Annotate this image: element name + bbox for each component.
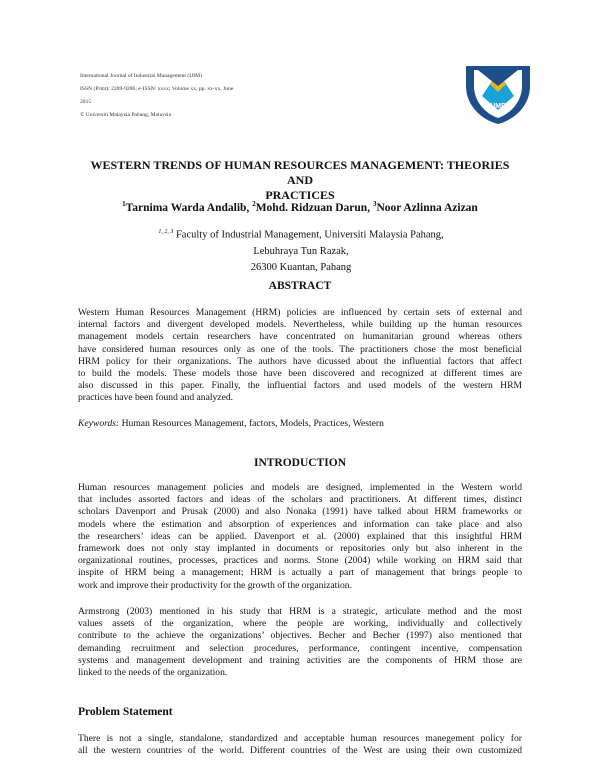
intro-line: Human resources management policies and models are designed, implemented in the Western world — [78, 482, 522, 493]
intro-line: demanding recruitment and selection procedures, performance, contingent incentive, compensation — [78, 642, 522, 654]
problem-statement-heading: Problem Statement — [78, 706, 173, 718]
abstract-line: HRM policy for their organizations. The authors have dicussed about the influential factors that affect — [78, 355, 522, 367]
abstract-line: management models certain researchers have concentrated on humanitarian ground whereas others — [78, 331, 522, 343]
affiliation-sup: 1, 2, 3 — [158, 229, 174, 235]
abstract-line: practices have been found and analyzed. — [78, 392, 234, 404]
abstract-heading: ABSTRACT — [268, 280, 332, 292]
logo-text: UMP — [490, 103, 506, 110]
introduction-paragraph-1 — [78, 482, 522, 592]
author-2-name: Mohd. Ridzuan Darun, — [255, 201, 373, 214]
intro-line: work and improve their productivity for the growth of the organization. — [78, 579, 352, 591]
author-3-name: Noor Azlinna Azizan — [376, 201, 478, 214]
intro-line: models where the estimation and absorption of experiences and information can take place and also — [78, 518, 522, 530]
intro-line: systems and management development and training activities are the components of HRM those are — [78, 654, 522, 666]
paper-title — [90, 158, 510, 203]
author-2-sup: 2 — [252, 200, 256, 208]
keywords-text: Human Resources Management, factors, Models, Practices, Western — [119, 418, 384, 429]
intro-line: contribute to the achieve the organizations’ objectives. Becher and Becher (1997) also mentioned that — [78, 630, 522, 642]
affiliation-line-2: 26300 Kuantan, Pahang — [250, 261, 352, 273]
abstract-line: have considered human resources only as one of the tools. The practitioners chose the most beneficial — [78, 343, 522, 355]
intro-line: inspite of HRM being a management; HRM is actually a part of management that brings people to — [78, 567, 522, 579]
abstract-line: also discussed in this paper. Finally, the influential factors and used models of the western HRM — [78, 380, 522, 392]
affiliation — [150, 224, 452, 276]
intro-line: scholars Davenport and Prusak (2000) and also Nonaka (1991) have talked about HRM frameworks or — [78, 506, 522, 518]
intro-line: Armstrong (2003) mentioned in his study that HRM is a strategic, articulate method and the most — [78, 606, 522, 617]
abstract-line: Western Human Resources Management (HRM) policies are influenced by certain sets of external and — [78, 307, 522, 318]
intro-line: that includes assorted factors and ideas of the scholars and practitioners. At different times, distinct — [78, 494, 522, 506]
copyright-line: © Universiti Malaysia Pahang, Malaysia — [80, 112, 172, 118]
introduction-heading: INTRODUCTION — [253, 457, 346, 469]
journal-header — [80, 70, 233, 122]
intro-line: the researchers’ ideas can be applied. Davenport et al. (2000) explained that this insightful HRM — [78, 530, 522, 542]
problem-statement-body — [78, 733, 522, 757]
author-1-sup: 1 — [122, 200, 126, 208]
ump-logo — [464, 62, 532, 126]
abstract-body — [78, 307, 522, 405]
abstract-line: internal factors and divergent developed models. Nevertheless, while building up the human resources — [78, 319, 522, 331]
author-3-sup: 3 — [372, 200, 377, 208]
issn-line: ISSN (Print): 2289-9286; e-ISSN: xxxx; Volume xx, pp. xx-xx, June — [80, 86, 234, 92]
title-line-2: PRACTICES — [265, 188, 335, 202]
problem-line: There is not a single, standalone, standardized and acceptable human resources manegement policy for — [78, 733, 522, 744]
author-1-name: Tarnima Warda Andalib, — [125, 201, 253, 214]
journal-name: International Journal of Industrial Management (IJIM) — [80, 73, 202, 79]
intro-line: linked to the needs of the organization. — [78, 667, 228, 679]
abstract-line: to build the models. These models those have been discovered and recognized at different times are — [78, 368, 522, 380]
intro-line: framework does not only stay implanted in documents or repositories only but also inherent in the — [78, 543, 522, 555]
journal-year: 2015 — [80, 99, 92, 105]
intro-line: values assets of the organization, where the people are working, individually and collectively — [78, 618, 522, 630]
introduction-paragraph-2 — [78, 606, 522, 679]
problem-line: all the western countries of the world. Different countries of the West are using their own customized — [78, 745, 522, 757]
author-list — [60, 200, 540, 214]
keywords-label: Keywords: — [78, 418, 120, 429]
intro-line: organizational routines, processes, practices and norms. Stone (2004) while working on HRM said that — [78, 555, 522, 567]
keywords — [78, 418, 522, 429]
title-line-1: WESTERN TRENDS OF HUMAN RESOURCES MANAGEMENT: THEORIES AND — [90, 158, 510, 187]
affiliation-line-1: Faculty of Industrial Management, Universiti Malaysia Pahang, Lebuhraya Tun Razak, — [175, 229, 444, 257]
